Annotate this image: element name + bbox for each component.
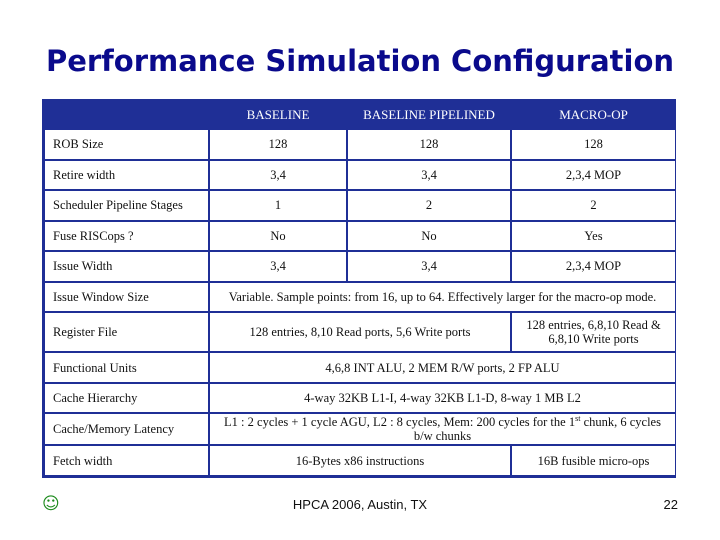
cell-baseline: 128 — [210, 130, 346, 159]
table-row — [45, 313, 675, 351]
table-row — [45, 252, 675, 281]
cell-baseline-pipelined: 3,4 — [348, 252, 510, 281]
latency-superscript: st — [575, 414, 581, 424]
table-row — [45, 283, 675, 312]
cell-baseline-pipelined: 2 — [348, 191, 510, 220]
cell-baseline-pipelined: 128 — [348, 130, 510, 159]
row-label: Functional Units — [45, 353, 208, 382]
cell-macro-op: 2,3,4 MOP — [512, 161, 675, 190]
cell-baseline: 3,4 — [210, 161, 346, 190]
latency-text-before: L1 : 2 cycles + 1 cycle AGU, L2 : 8 cycles, Mem: 200 cycles for the 1 — [224, 415, 576, 430]
footer-venue: HPCA 2006, Austin, TX — [292, 497, 428, 512]
row-label: Scheduler Pipeline Stages — [45, 191, 208, 220]
cell-macro-op: Yes — [512, 222, 675, 251]
cell-span-all: 4,6,8 INT ALU, 2 MEM R/W ports, 2 FP ALU — [210, 353, 675, 382]
table-row — [45, 414, 675, 444]
config-table — [43, 100, 677, 477]
row-label: Fetch width — [45, 446, 208, 475]
cell-baseline-pipelined: 3,4 — [348, 161, 510, 190]
row-label: Retire width — [45, 161, 208, 190]
row-label: Register File — [45, 313, 208, 351]
header-empty — [45, 102, 208, 128]
row-label: Issue Window Size — [45, 283, 208, 312]
row-label: ROB Size — [45, 130, 208, 159]
config-table-frame — [42, 99, 676, 478]
table-row — [45, 353, 675, 382]
cell-span-all: 4-way 32KB L1-I, 4-way 32KB L1-D, 8-way 1 MB L2 — [210, 384, 675, 413]
row-label: Cache/Memory Latency — [45, 414, 208, 444]
cell-macro-op: 128 entries, 6,8,10 Read & 6,8,10 Write ports — [512, 313, 675, 351]
cell-macro-op: 128 — [512, 130, 675, 159]
row-label: Cache Hierarchy — [45, 384, 208, 413]
header-macro-op: MACRO-OP — [512, 102, 675, 128]
header-baseline-pipelined: BASELINE PIPELINED — [348, 102, 510, 128]
cell-macro-op: 2,3,4 MOP — [512, 252, 675, 281]
cell-span-baselines: 16-Bytes x86 instructions — [210, 446, 510, 475]
row-label: Issue Width — [45, 252, 208, 281]
slide-title: Performance Simulation Configuration — [45, 44, 675, 78]
row-label: Fuse RISCops ? — [45, 222, 208, 251]
cell-span-all: Variable. Sample points: from 16, up to 64. Effectively larger for the macro-op mode. — [210, 283, 675, 312]
cell-baseline: 3,4 — [210, 252, 346, 281]
table-header-row — [45, 102, 675, 128]
table-row — [45, 161, 675, 190]
cell-baseline-pipelined: No — [348, 222, 510, 251]
header-baseline: BASELINE — [210, 102, 346, 128]
latency-text-after: chunk, 6 cycles b/w chunks — [413, 415, 661, 444]
cell-macro-op: 2 — [512, 191, 675, 220]
cell-baseline: No — [210, 222, 346, 251]
cell-baseline: 1 — [210, 191, 346, 220]
page-number: 22 — [663, 497, 678, 512]
cell-span-baselines: 128 entries, 8,10 Read ports, 5,6 Write ports — [210, 313, 510, 351]
smiley-icon: ☺ — [42, 494, 60, 514]
table-row — [45, 384, 675, 413]
cell-span-all — [210, 414, 675, 444]
table-row — [45, 222, 675, 251]
table-row — [45, 191, 675, 220]
table-row — [45, 130, 675, 159]
cell-macro-op: 16B fusible micro-ops — [512, 446, 675, 475]
table-row — [45, 446, 675, 475]
